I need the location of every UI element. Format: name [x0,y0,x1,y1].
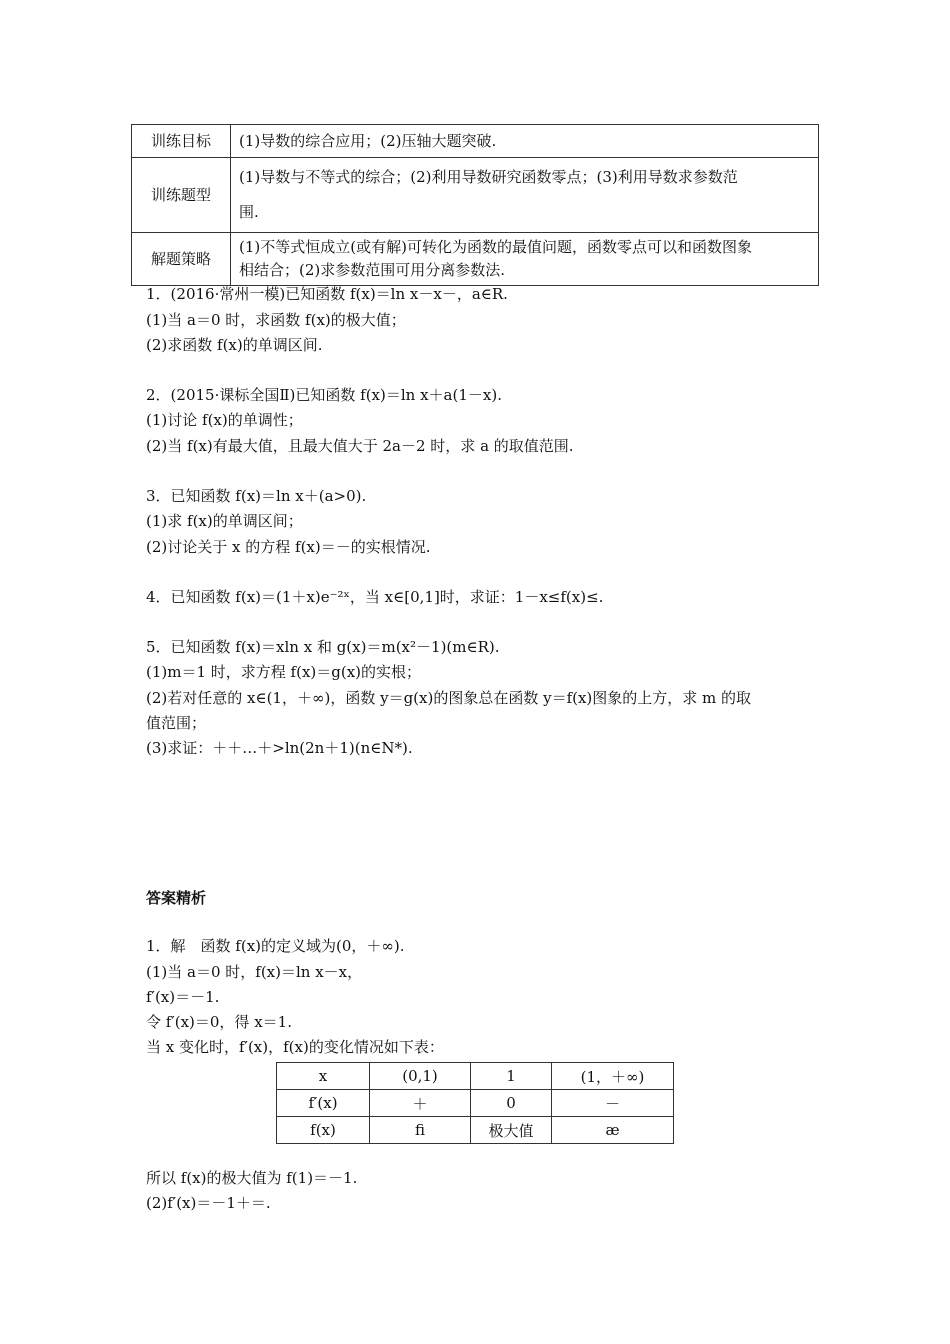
table-cell: æ [552,1117,674,1144]
answer-line: 所以 f(x)的极大值为 f(1)＝－1. [146,1169,358,1187]
problem-2: 2．(2015·课标全国Ⅱ)已知函数 f(x)＝ln x＋a(1－x). [146,386,502,404]
table-cell: f′(x) [277,1090,370,1117]
problem-line: 值范围； [146,714,207,732]
row-value: (1)导数的综合应用；(2)压轴大题突破. [231,125,819,158]
table-row [132,125,819,158]
row-label: 训练题型 [132,158,231,233]
problem-line: (2)求函数 f(x)的单调区间. [146,336,323,354]
problem-line: (1)当 a＝0 时，求函数 f(x)的极大值； [146,311,406,329]
problem-line: (2)若对任意的 x∈(1，＋∞)，函数 y＝g(x)的图象总在函数 y＝f(x)图象的上方，求 m 的取 [146,689,752,707]
table-row [277,1090,674,1117]
problem-3: 3．已知函数 f(x)＝ln x＋(a>0). [146,487,367,505]
answer-line: f′(x)＝－1. [146,988,220,1006]
row-value-line: 相结合；(2)求参数范围可用分离参数法. [239,261,506,279]
problem-line: (1)求 f(x)的单调区间； [146,512,303,530]
table-cell: (1，＋∞) [552,1063,674,1090]
answer-line: (1)当 a＝0 时，f(x)＝ln x－x， [146,963,363,981]
table-cell: x [277,1063,370,1090]
table-cell: 极大值 [471,1117,552,1144]
table-row [132,233,819,286]
problem-line: (2)讨论关于 x 的方程 f(x)＝－的实根情况. [146,538,431,556]
problem-line: (2)当 f(x)有最大值，且最大值大于 2a－2 时，求 a 的取值范围. [146,437,574,455]
row-value [231,158,819,233]
table-row [277,1063,674,1090]
training-info-table [131,124,819,286]
problem-5: 5．已知函数 f(x)＝xln x 和 g(x)＝m(x²－1)(m∈R). [146,638,500,656]
row-label: 解题策略 [132,233,231,286]
problem-1: 1．(2016·常州一模)已知函数 f(x)＝ln x－x－，a∈R. [146,285,508,303]
table-cell: 1 [471,1063,552,1090]
row-value-line: 围. [239,203,259,221]
answer-line: (2)f′(x)＝－1＋＝. [146,1194,271,1212]
table-cell: (0,1) [370,1063,471,1090]
answer-line: 令 f′(x)＝0，得 x＝1. [146,1013,292,1031]
problem-line: (1)讨论 f(x)的单调性； [146,411,303,429]
variation-table [276,1062,674,1144]
answer-line: 1．解 函数 f(x)的定义域为(0，＋∞). [146,937,405,955]
table-cell: － [552,1090,674,1117]
problem-4: 4．已知函数 f(x)＝(1＋x)e⁻²ˣ，当 x∈[0,1]时，求证：1－x≤f(x)≤. [146,588,604,606]
row-value [231,233,819,286]
answer-heading: 答案精析 [146,889,207,907]
row-value-line: (1)不等式恒成立(或有解)可转化为函数的最值问题，函数零点可以和函数图象 [239,238,752,256]
table-row [277,1117,674,1144]
row-label: 训练目标 [132,125,231,158]
table-cell: ﬁ [370,1117,471,1144]
table-cell: ＋ [370,1090,471,1117]
row-value-line: (1)导数与不等式的综合；(2)利用导数研究函数零点；(3)利用导数求参数范 [239,168,738,186]
table-row [132,158,819,233]
table-cell: 0 [471,1090,552,1117]
problem-line: (1)m＝1 时，求方程 f(x)＝g(x)的实根； [146,663,422,681]
table-cell: f(x) [277,1117,370,1144]
answer-line: 当 x 变化时，f′(x)，f(x)的变化情况如下表： [146,1038,444,1056]
problem-line: (3)求证：＋＋…＋>ln(2n＋1)(n∈N*). [146,739,413,757]
